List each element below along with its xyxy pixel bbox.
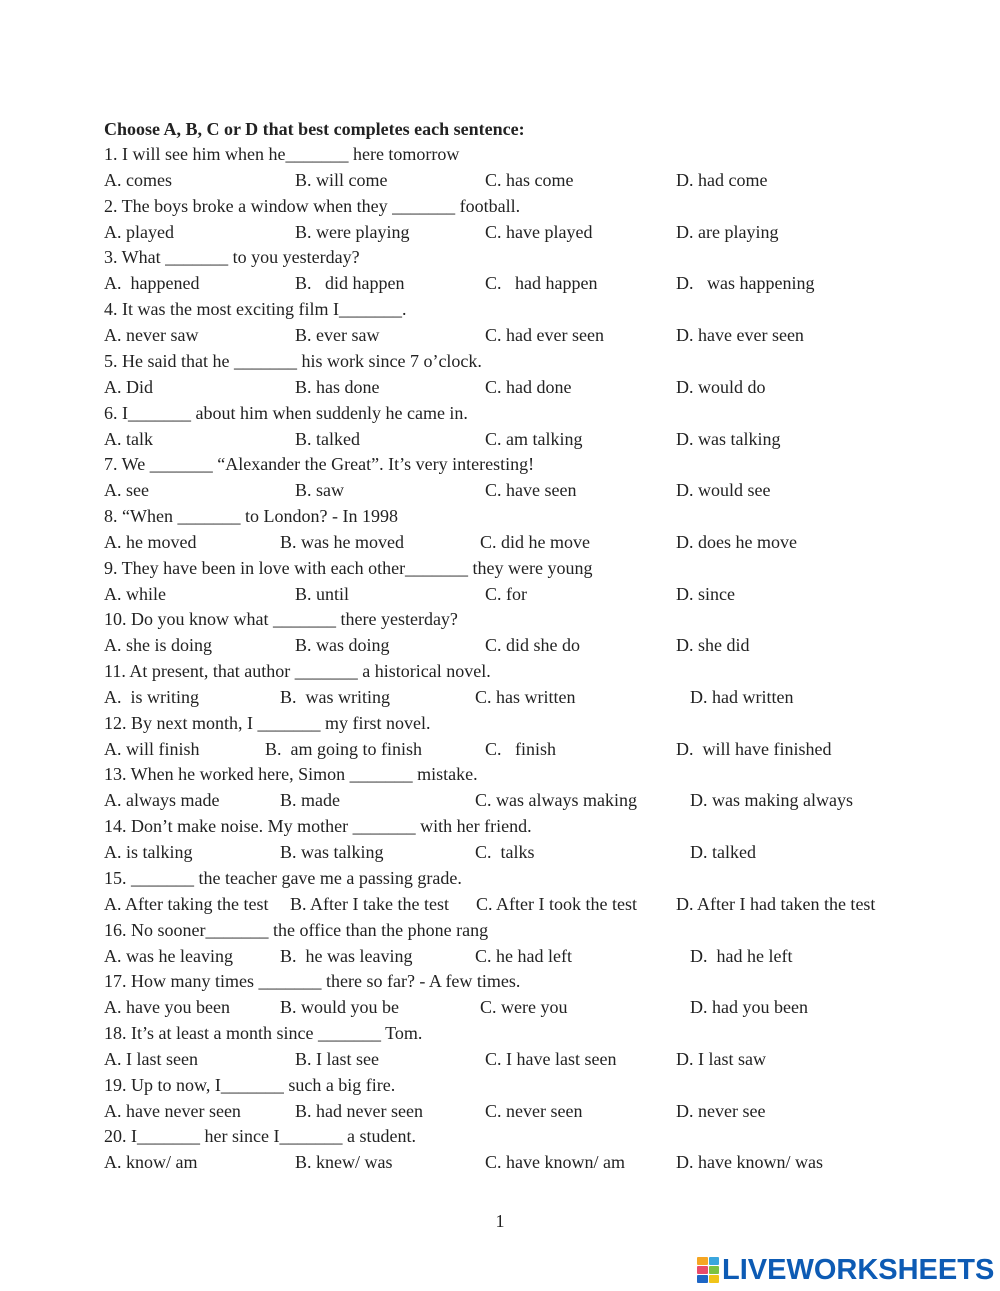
question-15-option-b[interactable]: B. After I take the test bbox=[290, 893, 449, 914]
question-13-option-b[interactable]: B. made bbox=[280, 790, 340, 811]
question-18-option-c[interactable]: C. I have last seen bbox=[485, 1048, 617, 1069]
question-14-option-d[interactable]: D. talked bbox=[690, 842, 756, 863]
question-3-text: 3. What _______ to you yesterday? bbox=[104, 247, 360, 268]
question-17-text: 17. How many times _______ there so far? - A few times. bbox=[104, 971, 521, 992]
question-18-option-d[interactable]: D. I last saw bbox=[676, 1048, 766, 1069]
question-17-option-b[interactable]: B. would you be bbox=[280, 997, 399, 1018]
question-2-option-b[interactable]: B. were playing bbox=[295, 221, 410, 242]
question-1-option-b[interactable]: B. will come bbox=[295, 170, 388, 190]
question-11-text: 11. At present, that author _______ a historical novel. bbox=[104, 661, 491, 681]
question-4-option-c[interactable]: C. had ever seen bbox=[485, 325, 604, 346]
question-16-option-d[interactable]: D. had he left bbox=[690, 945, 793, 966]
question-19-option-c[interactable]: C. never seen bbox=[485, 1100, 583, 1121]
question-8-option-b[interactable]: B. was he moved bbox=[280, 531, 404, 552]
page-number: 1 bbox=[495, 1211, 505, 1231]
question-12-option-a[interactable]: A. will finish bbox=[104, 738, 200, 759]
question-14-option-b[interactable]: B. was talking bbox=[280, 842, 384, 863]
question-7-option-c[interactable]: C. have seen bbox=[485, 480, 577, 501]
question-8-option-d[interactable]: D. does he move bbox=[676, 531, 797, 552]
question-15-option-a[interactable]: A. After taking the test bbox=[104, 893, 269, 914]
question-12-option-d[interactable]: D. will have finished bbox=[676, 738, 832, 759]
question-10-option-b[interactable]: B. was doing bbox=[295, 635, 390, 656]
question-4-option-d[interactable]: D. have ever seen bbox=[676, 325, 804, 346]
question-2-option-d[interactable]: D. are playing bbox=[676, 221, 779, 242]
question-2-text: 2. The boys broke a window when they _______ football. bbox=[104, 195, 521, 216]
question-14-option-a[interactable]: A. is talking bbox=[104, 842, 193, 863]
question-13-text: 13. When he worked here, Simon _______ mistake. bbox=[104, 764, 478, 785]
question-11-option-c[interactable]: C. has written bbox=[475, 687, 576, 707]
logo-icon-tile bbox=[709, 1266, 720, 1274]
question-17-option-c[interactable]: C. were you bbox=[480, 997, 568, 1018]
question-17-option-d[interactable]: D. had you been bbox=[690, 997, 808, 1018]
question-6-option-d[interactable]: D. was talking bbox=[676, 428, 781, 449]
question-5-text: 5. He said that he _______ his work since 7 o’clock. bbox=[104, 350, 482, 371]
question-6-option-a[interactable]: A. talk bbox=[104, 428, 153, 449]
question-20-option-b[interactable]: B. knew/ was bbox=[295, 1152, 393, 1173]
question-12-option-b[interactable]: B. am going to finish bbox=[265, 738, 422, 759]
question-3-option-d[interactable]: D. was happening bbox=[676, 273, 815, 294]
question-1-option-d[interactable]: D. had come bbox=[676, 170, 768, 190]
question-19-option-b[interactable]: B. had never seen bbox=[295, 1100, 423, 1121]
question-11-option-b[interactable]: B. was writing bbox=[280, 687, 390, 707]
question-10-option-c[interactable]: C. did she do bbox=[485, 635, 581, 656]
question-6-option-b[interactable]: B. talked bbox=[295, 428, 360, 449]
question-13-option-a[interactable]: A. always made bbox=[104, 790, 220, 811]
question-3-option-a[interactable]: A. happened bbox=[104, 273, 200, 294]
question-18-text: 18. It’s at least a month since _______ Tom. bbox=[104, 1022, 423, 1043]
question-13-option-c[interactable]: C. was always making bbox=[475, 790, 637, 811]
question-9-text: 9. They have been in love with each other_______ they were young bbox=[104, 557, 593, 578]
question-20-option-c[interactable]: C. have known/ am bbox=[485, 1152, 625, 1173]
question-3-option-c[interactable]: C. had happen bbox=[485, 273, 598, 294]
question-16-text: 16. No sooner_______ the office than the phone rang bbox=[104, 919, 489, 940]
question-2-option-a[interactable]: A. played bbox=[104, 221, 174, 242]
question-8-text: 8. “When _______ to London? - In 1998 bbox=[104, 505, 398, 526]
question-18-option-a[interactable]: A. I last seen bbox=[104, 1048, 198, 1069]
logo-text: LIVEWORKSHEETS bbox=[722, 1254, 995, 1286]
question-4-option-a[interactable]: A. never saw bbox=[104, 325, 199, 346]
question-4-option-b[interactable]: B. ever saw bbox=[295, 325, 380, 346]
question-15-text: 15. _______ the teacher gave me a passing grade. bbox=[104, 867, 462, 888]
question-15-option-d[interactable]: D. After I had taken the test bbox=[676, 893, 876, 914]
question-7-option-a[interactable]: A. see bbox=[104, 480, 149, 501]
liveworksheets-icon bbox=[697, 1257, 719, 1283]
question-16-option-c[interactable]: C. he had left bbox=[475, 945, 572, 966]
logo-icon-tile bbox=[697, 1275, 708, 1283]
question-3-option-b[interactable]: B. did happen bbox=[295, 273, 405, 294]
question-5-option-a[interactable]: A. Did bbox=[104, 376, 153, 397]
question-19-option-a[interactable]: A. have never seen bbox=[104, 1100, 241, 1121]
question-18-option-b[interactable]: B. I last see bbox=[295, 1048, 379, 1069]
question-6-text: 6. I_______ about him when suddenly he came in. bbox=[104, 402, 468, 423]
logo-icon-tile bbox=[697, 1257, 708, 1265]
question-7-option-b[interactable]: B. saw bbox=[295, 480, 344, 501]
question-8-option-c[interactable]: C. did he move bbox=[480, 531, 590, 552]
question-1-option-c[interactable]: C. has come bbox=[485, 170, 574, 190]
question-9-option-b[interactable]: B. until bbox=[295, 583, 350, 604]
question-19-text: 19. Up to now, I_______ such a big fire. bbox=[104, 1074, 396, 1095]
liveworksheets-logo[interactable] bbox=[697, 1255, 994, 1285]
question-11-option-d[interactable]: D. had written bbox=[690, 687, 794, 707]
question-9-option-d[interactable]: D. since bbox=[676, 583, 735, 604]
question-17-option-a[interactable]: A. have you been bbox=[104, 997, 230, 1018]
question-4-text: 4. It was the most exciting film I_______. bbox=[104, 299, 407, 320]
question-8-option-a[interactable]: A. he moved bbox=[104, 531, 197, 552]
question-16-option-a[interactable]: A. was he leaving bbox=[104, 945, 233, 966]
question-5-option-b[interactable]: B. has done bbox=[295, 376, 380, 397]
question-5-option-d[interactable]: D. would do bbox=[676, 376, 766, 397]
question-1-text: 1. I will see him when he_______ here tomorrow bbox=[104, 144, 460, 164]
question-9-option-c[interactable]: C. for bbox=[485, 583, 527, 604]
logo-icon-tile bbox=[709, 1257, 720, 1265]
question-2-option-c[interactable]: C. have played bbox=[485, 221, 593, 242]
question-13-option-d[interactable]: D. was making always bbox=[690, 790, 853, 811]
question-15-option-c[interactable]: C. After I took the test bbox=[476, 893, 637, 914]
logo-icon-tile bbox=[709, 1275, 720, 1283]
question-1-option-a[interactable]: A. comes bbox=[104, 170, 172, 190]
question-10-option-d[interactable]: D. she did bbox=[676, 635, 750, 656]
question-14-text: 14. Don’t make noise. My mother _______ with her friend. bbox=[104, 816, 532, 837]
question-16-option-b[interactable]: B. he was leaving bbox=[280, 945, 413, 966]
question-10-text: 10. Do you know what _______ there yesterday? bbox=[104, 609, 458, 630]
question-14-option-c[interactable]: C. talks bbox=[475, 842, 535, 863]
question-9-option-a[interactable]: A. while bbox=[104, 583, 166, 604]
question-7-option-d[interactable]: D. would see bbox=[676, 480, 771, 501]
question-20-text: 20. I_______ her since I_______ a student. bbox=[104, 1126, 416, 1147]
question-10-option-a[interactable]: A. she is doing bbox=[104, 635, 212, 656]
logo-icon-tile bbox=[697, 1266, 708, 1274]
question-7-text: 7. We _______ “Alexander the Great”. It’s very interesting! bbox=[104, 454, 535, 475]
question-5-option-c[interactable]: C. had done bbox=[485, 376, 572, 397]
question-19-option-d[interactable]: D. never see bbox=[676, 1100, 766, 1121]
question-20-option-d[interactable]: D. have known/ was bbox=[676, 1152, 823, 1173]
question-20-option-a[interactable]: A. know/ am bbox=[104, 1152, 198, 1173]
question-6-option-c[interactable]: C. am talking bbox=[485, 428, 583, 449]
question-11-option-a[interactable]: A. is writing bbox=[104, 687, 200, 707]
instruction-heading: Choose A, B, C or D that best completes each sentence: bbox=[104, 119, 525, 139]
question-12-text: 12. By next month, I _______ my first novel. bbox=[104, 712, 431, 733]
question-12-option-c[interactable]: C. finish bbox=[485, 738, 557, 759]
